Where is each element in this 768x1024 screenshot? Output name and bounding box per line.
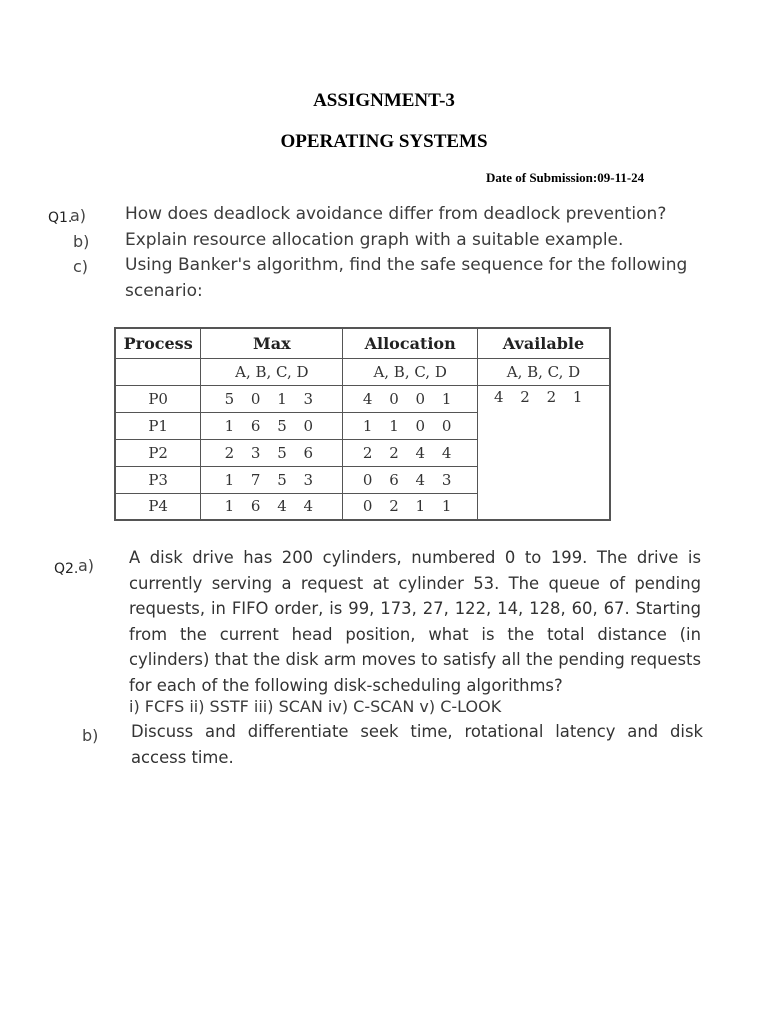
header-max: Max (201, 328, 343, 358)
q1-part-c-label: c) (73, 257, 89, 276)
subject-title: OPERATING SYSTEMS (280, 131, 488, 152)
assignment-title: ASSIGNMENT-3 (313, 90, 455, 111)
q1-part-a-label: a) (70, 206, 87, 225)
process-cell: P4 (115, 493, 201, 520)
q2-part-a-text: A disk drive has 200 cylinders, numbered 0 to 199. The drive is currently serving a request at cylinder 53. The queue of pending requests, in FIFO order, is 99, 173, 27, 122, 14, 128, 60, 67. Starting from the current head position, what is the total distance (in cylinders) that the disk arm moves to satisfy all the pending requests for each of the following disk-scheduling algorithms? (129, 548, 701, 695)
q2-part-a-options: i) FCFS ii) SSTF iii) SCAN iv) C-SCAN v) C-LOOK (129, 697, 502, 716)
table-row (115, 385, 610, 412)
max-cell: 1 6 5 0 (201, 412, 343, 439)
q2-part-a-label: a) (78, 556, 95, 575)
q2-part-b-label: b) (82, 726, 99, 745)
max-cell: 2 3 5 6 (201, 439, 343, 466)
allocation-subheader: A, B, C, D (343, 358, 478, 385)
allocation-cell: 4 0 0 1 (343, 385, 478, 412)
process-cell: P3 (115, 466, 201, 493)
q1-part-b-label: b) (73, 232, 90, 251)
available-subheader: A, B, C, D (477, 358, 610, 385)
allocation-cell: 0 6 4 3 (343, 466, 478, 493)
question-1-label: Q1. (48, 210, 73, 226)
process-cell: P2 (115, 439, 201, 466)
empty-cell (115, 358, 201, 385)
q1-part-b-text: Explain resource allocation graph with a suitable example. (125, 230, 624, 250)
allocation-cell: 1 1 0 0 (343, 412, 478, 439)
q1-part-c-text-continued: scenario: (125, 281, 203, 301)
q1-part-a-text: How does deadlock avoidance differ from deadlock prevention? (125, 204, 667, 224)
question-2-label: Q2. (54, 561, 79, 577)
max-cell: 1 7 5 3 (201, 466, 343, 493)
bankers-table (114, 327, 611, 521)
allocation-cell: 2 2 4 4 (343, 439, 478, 466)
max-subheader: A, B, C, D (201, 358, 343, 385)
allocation-cell: 0 2 1 1 (343, 493, 478, 520)
header-process: Process (115, 328, 201, 358)
q1-part-c-text: Using Banker's algorithm, find the safe sequence for the following (125, 255, 688, 275)
max-cell: 5 0 1 3 (201, 385, 343, 412)
header-available: Available (477, 328, 610, 358)
process-cell: P1 (115, 412, 201, 439)
submission-date: Date of Submission:09-11-24 (486, 170, 645, 185)
process-cell: P0 (115, 385, 201, 412)
q2-part-b-text: Discuss and differentiate seek time, rotational latency and disk access time. (131, 722, 703, 767)
header-allocation: Allocation (343, 328, 478, 358)
max-cell: 1 6 4 4 (201, 493, 343, 520)
available-cell: 4 2 2 1 (477, 385, 610, 520)
